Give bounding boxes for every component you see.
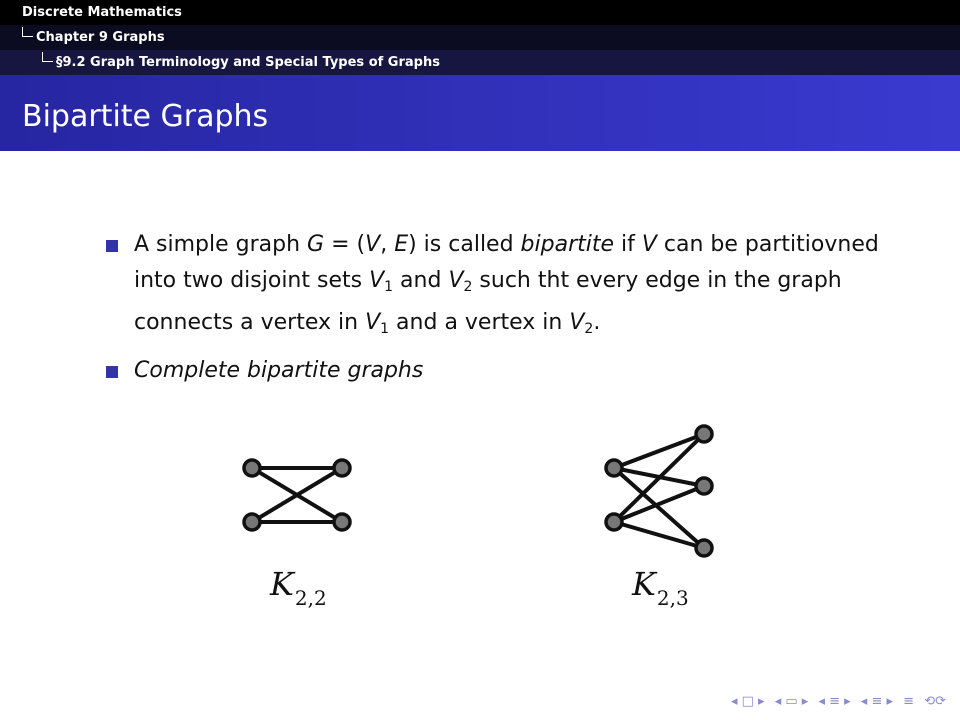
- math-var: V: [448, 268, 464, 293]
- search-icon[interactable]: ⟲⟳: [924, 694, 946, 709]
- text: ): [408, 232, 417, 257]
- tree-branch-icon: [42, 52, 53, 62]
- vertex: [244, 460, 260, 476]
- breadcrumb-section[interactable]: [0, 50, 960, 75]
- math-var: G: [307, 232, 325, 257]
- vertex: [696, 540, 712, 556]
- label-subscript: 2,2: [294, 586, 327, 610]
- text: can be partitiovned into two disjoint sets: [134, 232, 879, 293]
- math-var: V: [641, 232, 657, 257]
- beamer-navigation: [725, 694, 946, 714]
- emphasis-bipartite: bipartite: [520, 232, 615, 257]
- breadcrumb-course[interactable]: [0, 0, 960, 25]
- edge: [614, 486, 704, 522]
- text: is called: [416, 232, 521, 257]
- text: Complete bipartite graphs: [134, 358, 424, 383]
- vertex: [606, 514, 622, 530]
- vertex: [334, 514, 350, 530]
- course-title: Discrete Mathematics: [22, 5, 182, 20]
- math-subscript: 2: [463, 279, 473, 295]
- text: .: [593, 310, 601, 335]
- text: if: [614, 232, 642, 257]
- text: = (: [324, 232, 366, 257]
- text: and a vertex in: [389, 310, 570, 335]
- k23-label: [632, 565, 689, 610]
- label-symbol: K: [270, 565, 294, 603]
- equal-icon[interactable]: ≡: [903, 694, 915, 709]
- chapter-title: Chapter 9 Graphs: [36, 30, 165, 45]
- math-var: V: [569, 310, 585, 335]
- text: A simple graph: [134, 232, 308, 257]
- vertex: [334, 460, 350, 476]
- math-subscript: 2: [584, 321, 594, 337]
- breadcrumb-chapter[interactable]: [0, 25, 960, 50]
- prev-section-icon[interactable]: ◂ ≡ ▸: [818, 694, 851, 709]
- math-var: V: [365, 310, 381, 335]
- text: and: [393, 268, 449, 293]
- vertex: [244, 514, 260, 530]
- label-subscript: 2,3: [656, 586, 689, 610]
- math-subscript: 1: [380, 321, 390, 337]
- frame-title: Bipartite Graphs: [22, 99, 269, 134]
- math-var: E: [394, 232, 409, 257]
- section-nav-icon[interactable]: ◂ ≡ ▸: [860, 694, 894, 709]
- k23-graph: [606, 426, 712, 556]
- edge: [614, 434, 704, 468]
- k22-label: [270, 565, 327, 610]
- math-var: V: [369, 268, 385, 293]
- graphs-figure: [0, 151, 960, 720]
- section-title: §9.2 Graph Terminology and Special Types of Graphs: [56, 55, 440, 70]
- prev-frame-icon[interactable]: ◂ □ ▸: [730, 694, 765, 709]
- text: ,: [380, 232, 395, 257]
- slide-content: [0, 151, 960, 720]
- k22-graph: [244, 460, 350, 530]
- vertex: [696, 478, 712, 494]
- tree-branch-icon: [22, 27, 33, 37]
- vertex: [696, 426, 712, 442]
- math-subscript: 1: [384, 279, 394, 295]
- math-var: V: [365, 232, 381, 257]
- frame-title-bar: [0, 75, 960, 151]
- prev-subsection-icon[interactable]: ◂ ▭ ▸: [774, 694, 809, 709]
- text: such tht every edge in the graph connects a vertex in: [134, 268, 842, 335]
- label-symbol: K: [632, 565, 656, 603]
- vertex: [606, 460, 622, 476]
